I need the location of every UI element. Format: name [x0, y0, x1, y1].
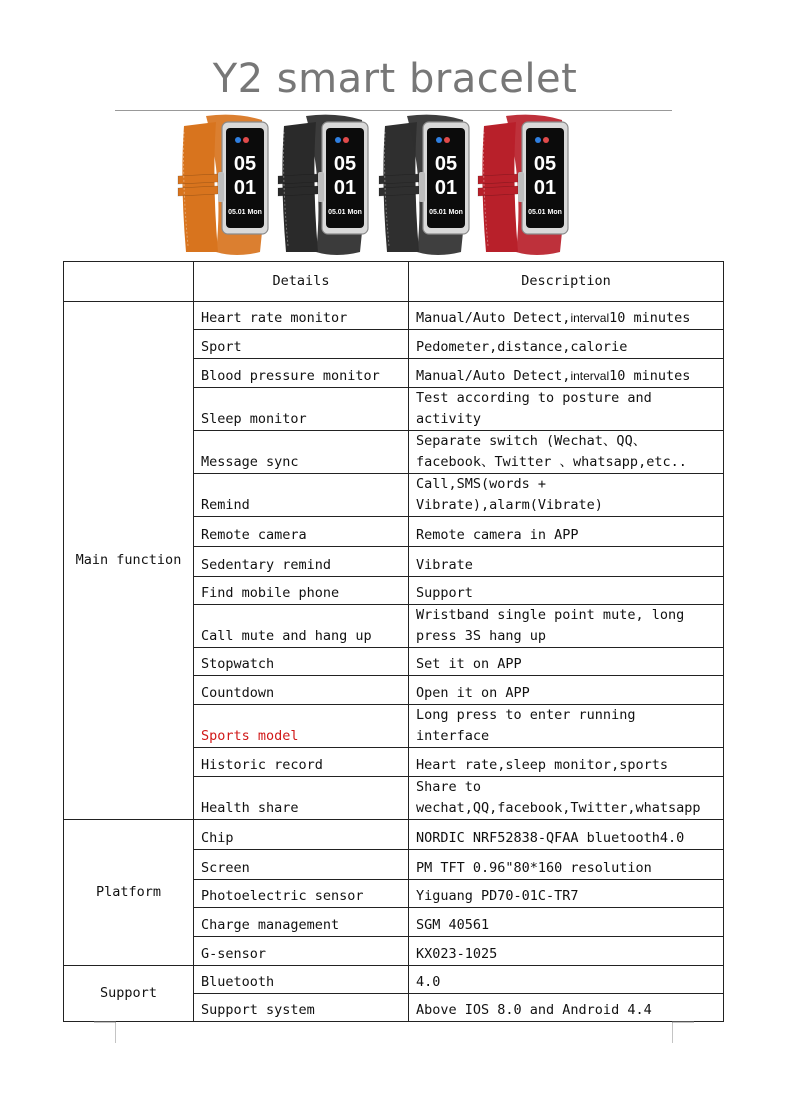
description-text: Manual/Auto Detect,: [416, 368, 571, 384]
screen-hour: 05: [434, 153, 458, 175]
screen-date: 05.01 Mon: [528, 209, 562, 216]
table-row: [64, 820, 724, 850]
description-cell: [409, 302, 724, 330]
detail-cell: Bluetooth: [194, 966, 409, 994]
detail-cell: Chip: [194, 820, 409, 850]
detail-cell: Support system: [194, 994, 409, 1022]
description-text: 10 minutes: [609, 368, 691, 384]
screen-minute: 01: [434, 177, 458, 199]
screen-hour: 05: [333, 153, 357, 175]
description-cell: Separate switch (Wechat、QQ、facebook、Twitter 、whatsapp,etc..: [409, 431, 724, 474]
bracelet-2: [276, 112, 372, 258]
detail-cell: Heart rate monitor: [194, 302, 409, 330]
bracelet-1: [176, 112, 272, 258]
header-cell-blank: [64, 262, 194, 302]
description-cell: Heart rate,sleep monitor,sports: [409, 748, 724, 777]
screen-hour: 05: [233, 153, 257, 175]
description-cell: Call,SMS(words + Vibrate),alarm(Vibrate): [409, 474, 724, 517]
header-cell-details: Details: [194, 262, 409, 302]
description-cell: Remote camera in APP: [409, 517, 724, 547]
description-cell: Pedometer,distance,calorie: [409, 330, 724, 359]
description-cell: Above IOS 8.0 and Android 4.4: [409, 994, 724, 1022]
detail-cell: Countdown: [194, 676, 409, 705]
description-cell: NORDIC NRF52838-QFAA bluetooth4.0: [409, 820, 724, 850]
detail-cell: Blood pressure monitor: [194, 359, 409, 388]
detail-cell: Sleep monitor: [194, 388, 409, 431]
description-text: Manual/Auto Detect,: [416, 310, 571, 326]
detail-cell: G-sensor: [194, 937, 409, 966]
description-cell: Test according to posture and activity: [409, 388, 724, 431]
screen-minute: 01: [233, 177, 257, 199]
description-cell: Wristband single point mute, long press 3S hang up: [409, 605, 724, 648]
detail-cell: Sport: [194, 330, 409, 359]
group-label: Support: [64, 966, 194, 1022]
description-cell: Vibrate: [409, 547, 724, 577]
title-underline: [115, 110, 672, 111]
screen-date: 05.01 Mon: [228, 209, 262, 216]
screen-date: 05.01 Mon: [328, 209, 362, 216]
detail-cell: Call mute and hang up: [194, 605, 409, 648]
description-cell: [409, 359, 724, 388]
screen-hour: 05: [533, 153, 557, 175]
group-label: Platform: [64, 820, 194, 966]
screen-minute: 01: [333, 177, 357, 199]
description-interval-word: interval: [570, 311, 610, 325]
description-cell: Share to wechat,QQ,facebook,Twitter,whatsapp: [409, 777, 724, 820]
detail-cell: Remind: [194, 474, 409, 517]
description-cell: Yiguang PD70-01C-TR7: [409, 880, 724, 908]
document-title: Y2 smart bracelet: [212, 56, 578, 102]
description-text: 10 minutes: [609, 310, 691, 326]
description-cell: Open it on APP: [409, 676, 724, 705]
description-cell: Long press to enter running interface: [409, 705, 724, 748]
description-cell: Set it on APP: [409, 648, 724, 676]
corner-mark-right: [672, 1021, 694, 1043]
detail-cell: Photoelectric sensor: [194, 880, 409, 908]
description-cell: Support: [409, 577, 724, 605]
detail-cell: Screen: [194, 850, 409, 880]
description-cell: KX023-1025: [409, 937, 724, 966]
table-row: [64, 966, 724, 994]
detail-cell: Historic record: [194, 748, 409, 777]
description-cell: SGM 40561: [409, 908, 724, 937]
detail-cell: Sedentary remind: [194, 547, 409, 577]
table-header-row: [64, 262, 724, 302]
description-cell: 4.0: [409, 966, 724, 994]
header-cell-description: Description: [409, 262, 724, 302]
detail-cell: Find mobile phone: [194, 577, 409, 605]
bracelet-3: [377, 112, 473, 258]
detail-cell: Message sync: [194, 431, 409, 474]
detail-cell: Health share: [194, 777, 409, 820]
spec-table: [63, 261, 724, 1022]
detail-cell: Charge management: [194, 908, 409, 937]
detail-cell: Remote camera: [194, 517, 409, 547]
detail-cell: Sports model: [194, 705, 409, 748]
screen-minute: 01: [533, 177, 557, 199]
description-cell: PM TFT 0.96"80*160 resolution: [409, 850, 724, 880]
description-interval-word: interval: [570, 369, 610, 383]
screen-date: 05.01 Mon: [429, 209, 463, 216]
corner-mark-left: [94, 1021, 116, 1043]
bracelet-4: [476, 112, 572, 258]
group-label: Main function: [64, 302, 194, 820]
detail-cell: Stopwatch: [194, 648, 409, 676]
table-row: [64, 302, 724, 330]
